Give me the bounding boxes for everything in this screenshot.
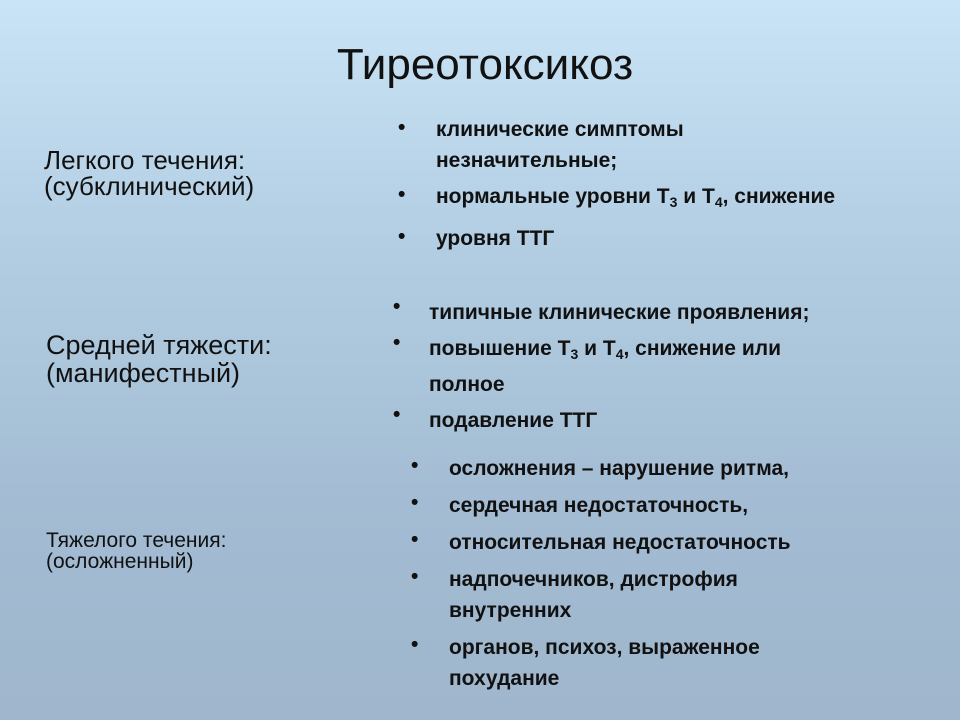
item-text: относительная недостаточность xyxy=(449,531,791,554)
item-text: уровня ТТГ xyxy=(436,227,555,250)
item-text: похудание xyxy=(449,667,560,690)
bullet-icon: • xyxy=(411,454,419,477)
section-label-mild xyxy=(44,147,254,199)
subscript: 4 xyxy=(615,346,624,362)
bullet-list-mild xyxy=(398,114,836,254)
bullet-list-severe xyxy=(411,453,791,700)
bullet-icon: • xyxy=(393,403,401,426)
subscript: 4 xyxy=(714,194,723,210)
label-line: (манифестный) xyxy=(46,358,241,388)
item-text: полное xyxy=(429,373,505,396)
bullet-icon: • xyxy=(398,225,406,248)
list-item xyxy=(398,223,835,254)
bullet-icon: • xyxy=(411,633,419,656)
list-item xyxy=(393,331,809,403)
section-label-severe xyxy=(46,530,226,572)
bullet-icon: • xyxy=(411,491,419,514)
label-line: Легкого течения: xyxy=(44,145,246,175)
subscript: 3 xyxy=(669,194,678,210)
label-line: Средней тяжести: xyxy=(46,330,272,360)
item-text: , снижение или xyxy=(623,337,781,360)
bullet-list-moderate xyxy=(393,295,810,439)
list-item xyxy=(398,114,835,176)
list-item xyxy=(411,527,791,558)
list-item xyxy=(393,403,809,439)
label-line: (осложненный) xyxy=(46,550,194,573)
item-text: надпочечников, дистрофия xyxy=(449,568,738,591)
label-line: (субклинический) xyxy=(44,171,255,201)
bullet-icon: • xyxy=(411,565,419,588)
bullet-icon: • xyxy=(393,331,401,354)
list-item xyxy=(411,632,791,694)
item-text: типичные клинические проявления; xyxy=(429,301,810,324)
item-text: подавление ТТГ xyxy=(429,409,598,432)
item-text: незначительные; xyxy=(436,149,618,172)
item-text: нормальные уровни Т xyxy=(436,185,670,208)
list-item xyxy=(398,181,836,212)
list-item xyxy=(411,490,791,521)
list-item xyxy=(411,564,791,626)
item-text: осложнения – нарушение ритма, xyxy=(449,457,789,480)
item-text: и Т xyxy=(677,185,715,208)
list-item xyxy=(411,453,791,484)
item-text: внутренних xyxy=(449,599,572,622)
item-text: органов, психоз, выраженное xyxy=(449,636,760,659)
item-text: и Т xyxy=(578,337,616,360)
bullet-icon: • xyxy=(398,183,406,206)
bullet-icon: • xyxy=(398,116,406,139)
label-line: Тяжелого течения: xyxy=(46,529,227,552)
item-text: , снижение xyxy=(722,185,836,208)
bullet-icon: • xyxy=(393,295,401,318)
section-label-moderate xyxy=(46,331,272,387)
bullet-icon: • xyxy=(411,528,419,551)
item-text: повышение Т xyxy=(429,337,571,360)
item-text: клинические симптомы xyxy=(436,118,684,141)
slide-title: Тиреотоксикоз xyxy=(336,40,634,89)
item-text: сердечная недостаточность, xyxy=(449,494,749,517)
list-item xyxy=(393,295,810,331)
subscript: 3 xyxy=(570,346,579,362)
